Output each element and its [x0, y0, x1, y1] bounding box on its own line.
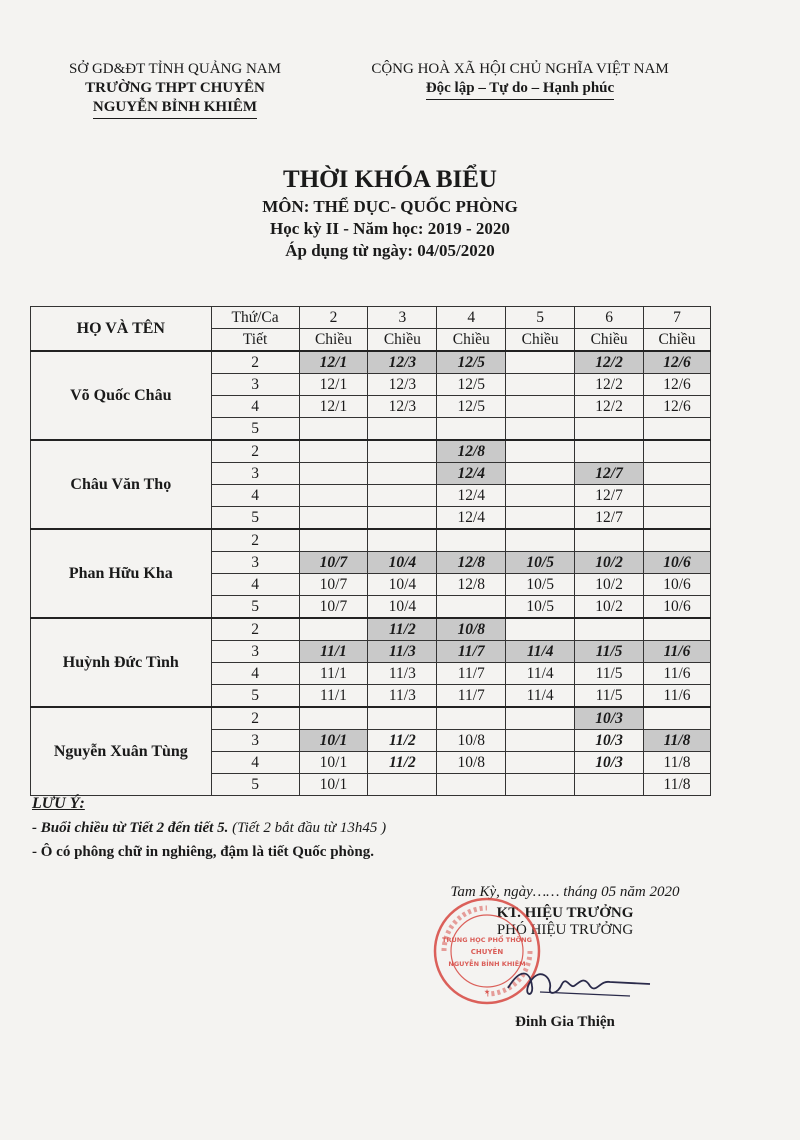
- class-cell: 11/3: [368, 641, 437, 663]
- class-cell: 11/1: [299, 685, 368, 708]
- class-cell: [368, 485, 437, 507]
- table-row: [31, 351, 711, 374]
- shift-label: Chiều: [437, 329, 506, 352]
- class-cell: 10/5: [506, 574, 575, 596]
- class-cell: 10/7: [299, 596, 368, 619]
- period-number: 5: [211, 596, 299, 619]
- class-cell: 11/4: [506, 685, 575, 708]
- class-cell: 12/8: [437, 552, 506, 574]
- class-cell: 11/4: [506, 663, 575, 685]
- svg-text:NGUYỄN BỈNH KHIÊM: NGUYỄN BỈNH KHIÊM: [448, 960, 526, 968]
- class-cell: 11/3: [368, 685, 437, 708]
- class-cell: [437, 707, 506, 730]
- note-afternoon: [32, 816, 732, 840]
- dept-name: SỞ GD&ĐT TỈNH QUẢNG NAM: [69, 61, 281, 77]
- teacher-name: Huỳnh Đức Tình: [31, 618, 212, 707]
- note-afternoon-main: - Buổi chiều từ Tiết 2 đến tiết 5.: [32, 820, 229, 836]
- class-cell: 12/3: [368, 396, 437, 418]
- class-cell: 11/6: [644, 641, 711, 663]
- class-cell: 12/5: [437, 351, 506, 374]
- national-motto: Độc lập – Tự do – Hạnh phúc: [426, 79, 614, 100]
- col-day-header: Thứ/Ca: [211, 307, 299, 329]
- class-cell: 10/2: [575, 596, 644, 619]
- period-number: 2: [211, 529, 299, 552]
- class-cell: [368, 440, 437, 463]
- handwritten-signature: [500, 958, 660, 1008]
- class-cell: 11/8: [644, 774, 711, 796]
- period-number: 5: [211, 418, 299, 441]
- class-cell: 10/4: [368, 574, 437, 596]
- teacher-name: Võ Quốc Châu: [31, 351, 212, 440]
- class-cell: 11/6: [644, 685, 711, 708]
- svg-text:TRUNG HỌC PHỔ THÔNG: TRUNG HỌC PHỔ THÔNG: [442, 936, 532, 944]
- class-cell: 12/5: [437, 396, 506, 418]
- class-cell: [644, 440, 711, 463]
- class-cell: 11/7: [437, 685, 506, 708]
- notes-section: [32, 792, 732, 864]
- period-number: 4: [211, 485, 299, 507]
- class-cell: [368, 507, 437, 530]
- class-cell: 11/8: [644, 730, 711, 752]
- period-number: 3: [211, 374, 299, 396]
- class-cell: [368, 529, 437, 552]
- page-title: THỜI KHÓA BIỂU: [283, 166, 497, 193]
- class-cell: 12/7: [575, 485, 644, 507]
- class-cell: 10/5: [506, 596, 575, 619]
- day-header: 3: [368, 307, 437, 329]
- class-cell: [299, 507, 368, 530]
- class-cell: 10/8: [437, 752, 506, 774]
- class-cell: [437, 529, 506, 552]
- class-cell: 12/6: [644, 374, 711, 396]
- day-header: 7: [644, 307, 711, 329]
- class-cell: 11/6: [644, 663, 711, 685]
- class-cell: 11/8: [644, 752, 711, 774]
- class-cell: [437, 418, 506, 441]
- class-cell: 11/2: [368, 752, 437, 774]
- period-number: 2: [211, 351, 299, 374]
- period-number: 5: [211, 507, 299, 530]
- period-number: 2: [211, 440, 299, 463]
- class-cell: [506, 752, 575, 774]
- class-cell: 12/7: [575, 507, 644, 530]
- class-cell: 11/3: [368, 663, 437, 685]
- class-cell: 11/7: [437, 663, 506, 685]
- class-cell: 10/4: [368, 596, 437, 619]
- notes-title: LƯU Ý:: [32, 795, 85, 812]
- signer-role-1: KT. HIỆU TRƯỞNG: [496, 905, 634, 921]
- class-cell: [506, 730, 575, 752]
- class-cell: 10/3: [575, 707, 644, 730]
- national-title: CỘNG HOÀ XÃ HỘI CHỦ NGHĨA VIỆT NAM: [371, 61, 669, 77]
- class-cell: [644, 529, 711, 552]
- class-cell: [644, 485, 711, 507]
- class-cell: 12/4: [437, 463, 506, 485]
- class-cell: [368, 463, 437, 485]
- class-cell: [299, 485, 368, 507]
- class-cell: 12/3: [368, 351, 437, 374]
- class-cell: 12/6: [644, 351, 711, 374]
- class-cell: 11/5: [575, 641, 644, 663]
- period-number: 3: [211, 641, 299, 663]
- class-cell: 11/7: [437, 641, 506, 663]
- class-cell: [506, 374, 575, 396]
- period-number: 4: [211, 663, 299, 685]
- class-cell: [299, 440, 368, 463]
- class-cell: [575, 440, 644, 463]
- class-cell: [299, 618, 368, 641]
- period-number: 4: [211, 752, 299, 774]
- class-cell: [506, 418, 575, 441]
- period-number: 2: [211, 707, 299, 730]
- class-cell: 12/8: [437, 574, 506, 596]
- school-line1: TRƯỜNG THPT CHUYÊN: [85, 80, 265, 96]
- header-row-days: [31, 307, 711, 329]
- class-cell: 11/2: [368, 730, 437, 752]
- subject-line: MÔN: THỂ DỤC- QUỐC PHÒNG: [262, 197, 518, 216]
- place-date: Tam Kỳ, ngày…… tháng 05 năm 2020: [450, 884, 680, 900]
- term-line: Học kỳ II - Năm học: 2019 - 2020: [270, 219, 510, 238]
- note-qp-format: - Ô có phông chữ in nghiêng, đậm là tiết Quốc phòng.: [32, 844, 374, 860]
- teacher-name: Châu Văn Thọ: [31, 440, 212, 529]
- table-row: [31, 707, 711, 730]
- class-cell: [575, 618, 644, 641]
- shift-label: Chiều: [299, 329, 368, 352]
- class-cell: 11/2: [368, 618, 437, 641]
- class-cell: [575, 529, 644, 552]
- class-cell: [299, 463, 368, 485]
- class-cell: 10/5: [506, 552, 575, 574]
- class-cell: 10/7: [299, 574, 368, 596]
- shift-label: Chiều: [506, 329, 575, 352]
- teacher-name: Phan Hữu Kha: [31, 529, 212, 618]
- class-cell: [575, 418, 644, 441]
- table-row: [31, 618, 711, 641]
- document-title: [160, 164, 620, 262]
- class-cell: 10/1: [299, 774, 368, 796]
- table-row: [31, 529, 711, 552]
- class-cell: [644, 707, 711, 730]
- class-cell: 12/1: [299, 374, 368, 396]
- applied-date-line: Áp dụng từ ngày: 04/05/2020: [285, 241, 495, 260]
- shift-label: Chiều: [575, 329, 644, 352]
- class-cell: 10/3: [575, 752, 644, 774]
- class-cell: [506, 707, 575, 730]
- class-cell: [644, 463, 711, 485]
- period-number: 3: [211, 730, 299, 752]
- col-period-header: Tiết: [211, 329, 299, 352]
- class-cell: 12/4: [437, 507, 506, 530]
- signer-role-2: PHÓ HIỆU TRƯỞNG: [496, 922, 634, 938]
- school-line2: NGUYỄN BỈNH KHIÊM: [93, 98, 257, 119]
- class-cell: 10/6: [644, 574, 711, 596]
- class-cell: [299, 529, 368, 552]
- class-cell: [368, 418, 437, 441]
- class-cell: 11/4: [506, 641, 575, 663]
- class-cell: 10/2: [575, 574, 644, 596]
- class-cell: 11/5: [575, 663, 644, 685]
- period-number: 3: [211, 552, 299, 574]
- period-number: 4: [211, 396, 299, 418]
- class-cell: [644, 618, 711, 641]
- class-cell: 12/2: [575, 374, 644, 396]
- period-number: 5: [211, 774, 299, 796]
- col-name-header: HỌ VÀ TÊN: [31, 307, 212, 352]
- period-number: 5: [211, 685, 299, 708]
- svg-text:★: ★: [483, 988, 491, 996]
- class-cell: [437, 596, 506, 619]
- class-cell: 10/4: [368, 552, 437, 574]
- table-row: [31, 440, 711, 463]
- class-cell: [506, 351, 575, 374]
- class-cell: [506, 463, 575, 485]
- national-header: [320, 60, 720, 100]
- period-number: 3: [211, 463, 299, 485]
- class-cell: 12/6: [644, 396, 711, 418]
- class-cell: [506, 440, 575, 463]
- class-cell: 12/5: [437, 374, 506, 396]
- class-cell: [368, 707, 437, 730]
- class-cell: 10/2: [575, 552, 644, 574]
- period-number: 4: [211, 574, 299, 596]
- day-header: 4: [437, 307, 506, 329]
- class-cell: 12/8: [437, 440, 506, 463]
- issuer-header: [40, 60, 310, 119]
- class-cell: 11/1: [299, 641, 368, 663]
- class-cell: [506, 396, 575, 418]
- class-cell: 12/2: [575, 351, 644, 374]
- class-cell: 10/6: [644, 552, 711, 574]
- class-cell: 12/2: [575, 396, 644, 418]
- class-cell: 10/7: [299, 552, 368, 574]
- timetable: [30, 306, 711, 796]
- class-cell: 12/1: [299, 396, 368, 418]
- note-afternoon-paren: (Tiết 2 bắt đầu từ 13h45 ): [232, 820, 387, 836]
- class-cell: [506, 507, 575, 530]
- class-cell: [506, 485, 575, 507]
- class-cell: 10/3: [575, 730, 644, 752]
- signer-name: Đinh Gia Thiện: [515, 1014, 615, 1030]
- class-cell: 10/1: [299, 752, 368, 774]
- class-cell: [506, 529, 575, 552]
- class-cell: 12/7: [575, 463, 644, 485]
- class-cell: 12/3: [368, 374, 437, 396]
- class-cell: 12/4: [437, 485, 506, 507]
- class-cell: 11/1: [299, 663, 368, 685]
- class-cell: [506, 618, 575, 641]
- shift-label: Chiều: [368, 329, 437, 352]
- class-cell: [644, 507, 711, 530]
- class-cell: 10/1: [299, 730, 368, 752]
- period-number: 2: [211, 618, 299, 641]
- svg-text:CHUYÊN: CHUYÊN: [470, 948, 504, 956]
- day-header: 6: [575, 307, 644, 329]
- class-cell: 11/5: [575, 685, 644, 708]
- class-cell: 10/8: [437, 618, 506, 641]
- class-cell: [299, 707, 368, 730]
- class-cell: [299, 418, 368, 441]
- day-header: 5: [506, 307, 575, 329]
- teacher-name: Nguyễn Xuân Tùng: [31, 707, 212, 796]
- class-cell: 10/6: [644, 596, 711, 619]
- class-cell: 12/1: [299, 351, 368, 374]
- class-cell: [644, 418, 711, 441]
- day-header: 2: [299, 307, 368, 329]
- class-cell: 10/8: [437, 730, 506, 752]
- shift-label: Chiều: [644, 329, 711, 352]
